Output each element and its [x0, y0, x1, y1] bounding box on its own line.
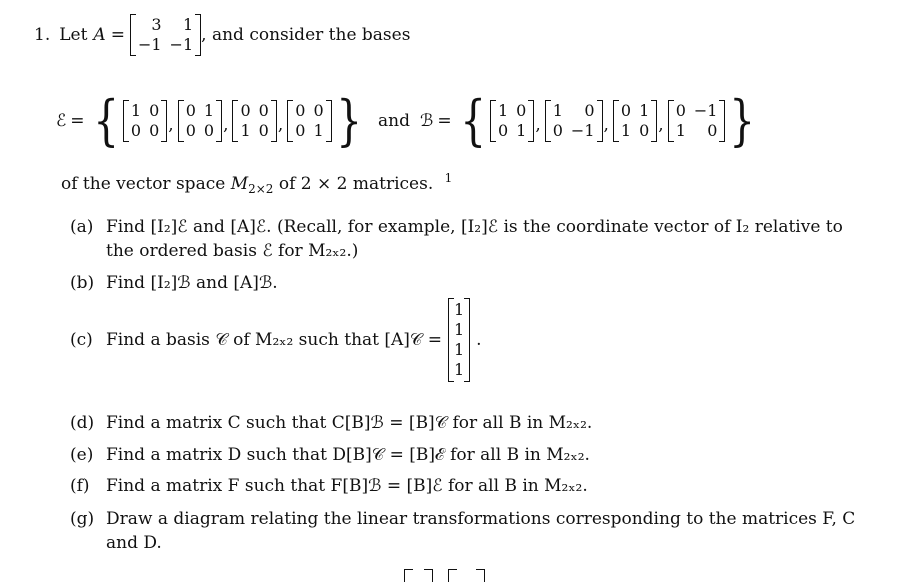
B-left-brace: {	[459, 89, 486, 152]
B-matrix-4-entry: 1	[675, 121, 686, 140]
E-left-brace: {	[92, 89, 119, 152]
E-matrix-3	[232, 100, 276, 142]
E-matrix-1-entry: 0	[149, 101, 160, 120]
space-M: M	[230, 174, 249, 194]
space-M-sub: 2×2	[248, 182, 274, 196]
E-right-brace: }	[335, 89, 362, 152]
E-matrix-1-right-bracket	[161, 100, 167, 142]
E-matrix-2-entry: 0	[203, 121, 215, 140]
var-A: A	[93, 25, 106, 45]
B-matrix-3	[613, 100, 657, 142]
part-f-label: (f)	[70, 476, 90, 496]
E-matrix-4-entry: 0	[295, 121, 306, 140]
B-matrix-1-entry: 1	[497, 101, 509, 120]
E-matrix-1-entry: 0	[130, 121, 142, 140]
vector-c-entry: 1	[453, 360, 465, 379]
part-g-line1: Draw a diagram relating the linear transformations corresponding to the matrices F, C	[106, 509, 856, 529]
B-matrix-1-entry: 0	[516, 101, 527, 120]
part-d-label: (d)	[70, 413, 95, 433]
B-matrix-3-entry: 1	[620, 121, 632, 140]
vector-c	[448, 298, 470, 382]
E-comma: ,	[168, 115, 174, 135]
E-matrix-3-entry: 0	[258, 121, 269, 140]
part-e-text: Find a matrix D such that D[B]𝒞 = [B]ℰ for all B in M₂ₓ₂.	[106, 445, 590, 465]
E-matrix-3-entry: 0	[258, 101, 269, 120]
part-b-label: (b)	[70, 273, 95, 293]
part-e	[70, 445, 590, 465]
E-matrix-3-entry: 0	[240, 101, 251, 120]
B-matrix-3-entry: 1	[639, 101, 650, 120]
B-matrix-2-entry: 1	[552, 101, 563, 120]
B-matrix-1-entry: 0	[497, 121, 509, 140]
B-matrix-2	[545, 100, 603, 142]
B-matrix-set	[490, 100, 726, 142]
B-matrix-3-entry: 0	[620, 101, 632, 120]
B-matrix-1-right-bracket	[528, 100, 534, 142]
part-b-text: Find [I₂]ℬ and [A]ℬ.	[106, 273, 278, 293]
cutoff-bracket-right	[424, 569, 433, 582]
matrix-A-entry: −1	[137, 35, 162, 54]
E-comma: ,	[223, 115, 229, 135]
equals: =	[110, 25, 125, 45]
B-matrix-4-entry: −1	[693, 101, 718, 120]
matrix-A-entry: 3	[151, 15, 162, 34]
B-matrix-4-entry: 0	[707, 121, 718, 140]
vector-c-entry: 1	[453, 340, 465, 359]
matrix-A-entry: −1	[169, 35, 194, 54]
B-matrix-1-left-bracket	[490, 100, 496, 142]
B-matrix-1	[490, 100, 534, 142]
part-c	[70, 298, 482, 382]
E-matrix-set	[123, 100, 332, 142]
matrix-A-left-bracket	[130, 14, 136, 56]
bases-line	[56, 89, 760, 152]
E-symbol: ℰ	[56, 111, 67, 131]
part-c-label: (c)	[70, 330, 93, 350]
problem-statement	[34, 14, 410, 56]
E-matrix-2-left-bracket	[178, 100, 184, 142]
E-matrix-4-left-bracket	[287, 100, 293, 142]
E-matrix-4-right-bracket	[326, 100, 332, 142]
part-g-label: (g)	[70, 509, 95, 529]
part-f-text: Find a matrix F such that F[B]ℬ = [B]ℰ for all B in M₂ₓ₂.	[106, 476, 588, 496]
B-matrix-1-entry: 1	[516, 121, 527, 140]
matrix-A-entry: 1	[182, 15, 194, 34]
B-matrix-2-left-bracket	[545, 100, 551, 142]
E-matrix-4	[287, 100, 331, 142]
part-c-text: Find a basis 𝒞 of M₂ₓ₂ such that [A]𝒞 =	[106, 330, 442, 350]
B-matrix-4-right-bracket	[719, 100, 725, 142]
B-matrix-4-entry: 0	[675, 101, 686, 120]
E-comma: ,	[277, 115, 284, 135]
matrix-A	[130, 14, 201, 56]
part-a-line2: the ordered basis ℰ for M₂ₓ₂.)	[106, 241, 359, 261]
E-matrix-4-entry: 1	[313, 121, 324, 140]
E-matrix-2-entry: 0	[185, 101, 196, 120]
B-comma: ,	[603, 115, 609, 135]
E-matrix-3-left-bracket	[232, 100, 238, 142]
B-matrix-4	[668, 100, 726, 142]
B-comma: ,	[535, 115, 541, 135]
E-matrix-1-entry: 1	[130, 101, 142, 120]
cutoff-bracket-left	[404, 569, 413, 582]
vector-c-left-bracket	[448, 298, 454, 382]
E-matrix-2-entry: 0	[185, 121, 196, 140]
B-matrix-2-entry: 0	[552, 121, 563, 140]
B-matrix-2-right-bracket	[597, 100, 603, 142]
vector-c-right-bracket	[464, 298, 470, 382]
part-d-text: Find a matrix C such that C[B]ℬ = [B]𝒞 for all B in M₂ₓ₂.	[106, 413, 593, 433]
E-matrix-2	[178, 100, 222, 142]
part-a-cont	[106, 241, 358, 261]
E-matrix-4-entry: 0	[295, 101, 306, 120]
E-equals: =	[70, 111, 85, 131]
consider-text: , and consider the bases	[201, 25, 411, 45]
E-matrix-4-entry: 0	[313, 101, 324, 120]
B-matrix-3-left-bracket	[613, 100, 619, 142]
vector-c-entry: 1	[453, 320, 465, 339]
part-a-line1: Find [I₂]ℰ and [A]ℰ. (Recall, for example, [I₂]ℰ is the coordinate vector of I₂ relative to	[106, 217, 843, 237]
let-text: Let	[59, 25, 88, 45]
part-c-end: .	[476, 330, 482, 350]
B-symbol: ℬ	[419, 111, 434, 131]
E-matrix-3-right-bracket	[271, 100, 277, 142]
matrix-A-right-bracket	[195, 14, 201, 56]
part-b	[70, 273, 278, 293]
problem-number: 1.	[34, 25, 51, 45]
B-matrix-2-entry: 0	[584, 101, 595, 120]
E-matrix-2-right-bracket	[216, 100, 222, 142]
vector-c-entry: 1	[453, 300, 465, 319]
space-text: of the vector space	[61, 174, 231, 194]
part-g-cont	[106, 533, 162, 553]
E-matrix-1-entry: 0	[149, 121, 160, 140]
part-e-label: (e)	[70, 445, 94, 465]
B-comma: ,	[658, 115, 664, 135]
part-g-line2: and D.	[106, 533, 162, 553]
B-equals: =	[437, 111, 452, 131]
E-matrix-2-entry: 1	[203, 101, 215, 120]
B-matrix-4-left-bracket	[668, 100, 674, 142]
E-matrix-1-left-bracket	[123, 100, 129, 142]
cutoff-bracket-left-2	[448, 569, 457, 582]
space-line	[61, 171, 453, 196]
part-g	[70, 509, 855, 529]
E-matrix-3-entry: 1	[240, 121, 251, 140]
B-matrix-2-entry: −1	[570, 121, 595, 140]
footnote-marker: 1	[444, 171, 453, 185]
part-a-label: (a)	[70, 217, 94, 237]
part-a	[70, 217, 843, 237]
part-d	[70, 413, 592, 433]
cutoff-bracket-right-2	[476, 569, 485, 582]
B-matrix-3-entry: 0	[639, 121, 650, 140]
E-matrix-1	[123, 100, 167, 142]
B-matrix-3-right-bracket	[651, 100, 657, 142]
B-right-brace: }	[729, 89, 756, 152]
and-text: and	[377, 111, 410, 131]
part-f	[70, 476, 588, 496]
space-rest: of 2 × 2 matrices.	[273, 174, 434, 194]
